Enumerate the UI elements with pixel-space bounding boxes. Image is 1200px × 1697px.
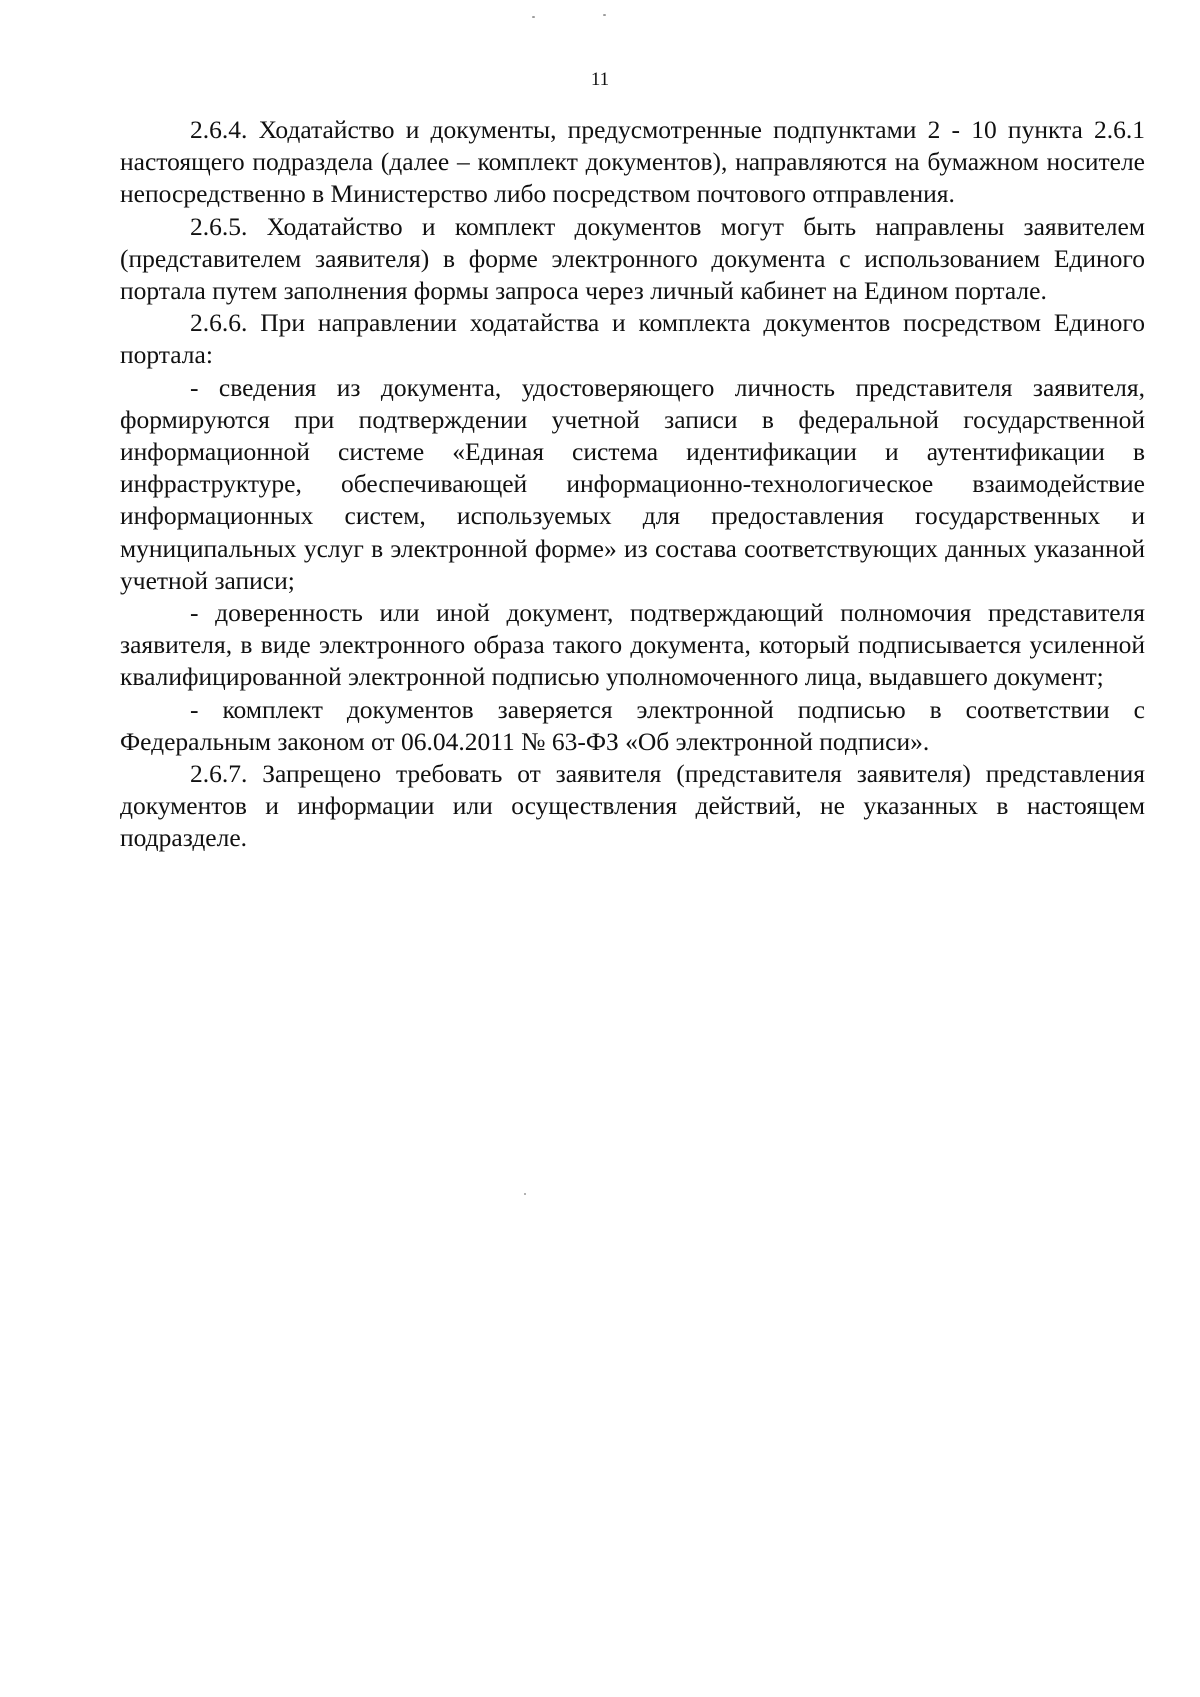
document-body <box>120 114 1145 855</box>
page-number: 11 <box>590 69 610 90</box>
paragraph-2-6-6: 2.6.6. При направлении ходатайства и комплекта документов посредством Единого портала: <box>120 308 1145 370</box>
paragraph-2-6-5: 2.6.5. Ходатайство и комплект документов могут быть направлены заявителем (представителем заявителя) в форме электронного документа с использованием Единого портала путем заполнения формы запроса через личный кабинет на Едином портале. <box>120 211 1145 306</box>
scan-speck <box>603 14 606 16</box>
list-item-power-of-attorney: - доверенность или иной документ, подтверждающий полномочия представителя заявителя, в виде электронного образа такого документа, который подписывается усиленной квалифицированной электронной подписью уполномоченного лица, выдавшего документ; <box>120 598 1145 692</box>
list-item-document-signature: - комплект документов заверяется электронной подписью в соответствии с Федеральным законом от 06.04.2011 № 63-ФЗ «Об электронной подписи». <box>120 694 1145 756</box>
scan-speck <box>524 1193 526 1195</box>
paragraph-2-6-4: 2.6.4. Ходатайство и документы, предусмотренные подпунктами 2 - 10 пункта 2.6.1 настоящего подраздела (далее – комплект документов), направляются на бумажном носителе непосредственно в Министерство либо посредством почтового отправления. <box>120 115 1145 209</box>
paragraph-2-6-7: 2.6.7. Запрещено требовать от заявителя (представителя заявителя) представления документов и информации или осуществления действий, не указанных в настоящем подразделе. <box>120 759 1145 853</box>
list-item-identity-data: - сведения из документа, удостоверяющего личность представителя заявителя, формируются при подтверждении учетной записи в федеральной государственной информационной системе «Единая система идентификации и аутентификации в инфраструктуре, обеспечивающей информационно-технологическое взаимодействие информационных систем, используемых для предоставления государственных и муниципальных услуг в электронной форме» из состава соответствующих данных указанной учетной записи; <box>120 372 1145 595</box>
scan-speck <box>532 16 535 18</box>
